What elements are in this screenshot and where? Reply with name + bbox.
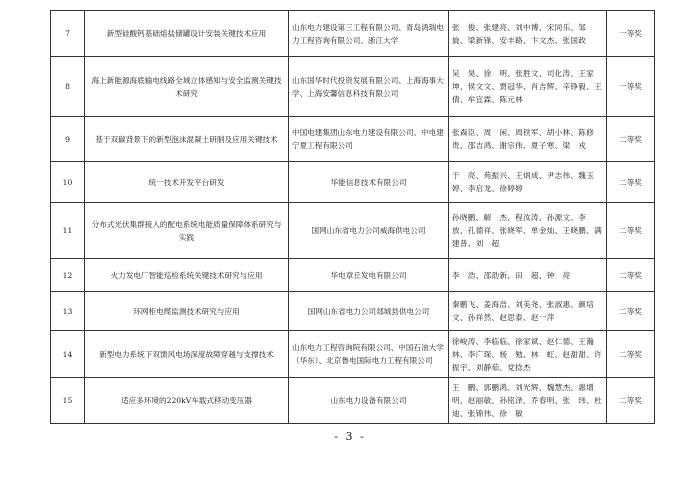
table-row: [51, 203, 655, 259]
award-grade: 二等奖: [607, 292, 655, 331]
completing-people: 张森臣、周 闲、周铁军、胡小林、陈修贵、邵吉鸿、谢宗伟、夏子寒、梁 戎: [449, 117, 607, 162]
completing-people: 徐峻涛、李临临、徐家斌、赵仁德、王瀚林、李广琛、杨 勉、林 虹、赵甜甜、许振宇、刘静茹、党捻杰: [449, 331, 607, 378]
row-number: 10: [51, 162, 85, 203]
completing-people: 吴 昊、徐 明、张胜文、司化涛、王家坤、侯文文、贾冠华、肖吉辉、辛铮毅、王 倩、牟宜霖、陈元林: [449, 57, 607, 117]
award-grade: 二等奖: [607, 203, 655, 259]
project-name: 新型电力系统下双馈风电场深度故障穿越与支撑技术: [85, 331, 289, 378]
table-row: [51, 292, 655, 331]
project-name: 适应多环境的220kV车载式移动变压器: [85, 378, 289, 424]
project-name: 火力发电厂智能巡检系统关键技术研究与应用: [85, 259, 289, 292]
completing-units: 华能信息技术有限公司: [289, 162, 449, 203]
table-row: [51, 11, 655, 57]
award-grade: 二等奖: [607, 378, 655, 424]
project-name: 新型硅酸钙基础熔盐储罐设计安装关键技术应用: [85, 11, 289, 57]
row-number: 15: [51, 378, 85, 424]
table-row: [51, 331, 655, 378]
award-grade: 一等奖: [607, 57, 655, 117]
project-name: 基于双碳背景下的新型泡沫混凝土研制及应用关键技术: [85, 117, 289, 162]
page-number: - 3 -: [334, 430, 366, 443]
award-grade: 二等奖: [607, 162, 655, 203]
row-number: 11: [51, 203, 85, 259]
awards-table: [50, 10, 655, 424]
completing-units: 国网山东省电力公司郯城县供电公司: [289, 292, 449, 331]
completing-units: 山东国华时代投资发展有限公司、上海海事大学、上海安馨信息科技有限公司: [289, 57, 449, 117]
award-grade: 一等奖: [607, 11, 655, 57]
completing-units: 国网山东省电力公司威海供电公司: [289, 203, 449, 259]
row-number: 12: [51, 259, 85, 292]
completing-units: 山东电力工程咨询院有限公司、中国石油大学（华东）、北京鲁电国际电力工程有限公司: [289, 331, 449, 378]
table-row: [51, 162, 655, 203]
award-grade: 二等奖: [607, 259, 655, 292]
project-name: 分布式光伏集群接入的配电系统电能质量保障体系研究与实践: [85, 203, 289, 259]
completing-people: 张 俊、张建亮、刘中博、宋同乐、邹 旋、梁新锋、安丰路、卞文杰、张国政: [449, 11, 607, 57]
completing-people: 李 浩、邵劭新、田 超、钟 亮: [449, 259, 607, 292]
project-name: 环网柜电缆监测技术研究与应用: [85, 292, 289, 331]
completing-units: 华电章丘发电有限公司: [289, 259, 449, 292]
completing-units: 山东电力设备有限公司: [289, 378, 449, 424]
completing-people: 孙晓鹏、解 杰、程汝涛、孙源文、李 放、孔德祥、张晓军、单金灿、王晓鹏、满建普、刘 超: [449, 203, 607, 259]
row-number: 13: [51, 292, 85, 331]
completing-people: 王 鹏、郭鹏鸿、刘光辉、魏慧杰、惠增明、赵丽敏、孙铭泽、乔春明、张 玮、杜 迪、张锦伟、徐 敏: [449, 378, 607, 424]
completing-units: 中国电建集团山东电力建设有限公司、中电建宁夏工程有限公司: [289, 117, 449, 162]
table-row: [51, 117, 655, 162]
table-row: [51, 259, 655, 292]
table-row: [51, 378, 655, 424]
project-name: 海上新能源海底输电线路全域立体感知与安全监测关键技术研究: [85, 57, 289, 117]
row-number: 8: [51, 57, 85, 117]
award-grade: 二等奖: [607, 331, 655, 378]
award-grade: 二等奖: [607, 117, 655, 162]
completing-units: 山东电力建设第三工程有限公司、青岛鸿瑞电力工程咨询有限公司、浙江大学: [289, 11, 449, 57]
row-number: 7: [51, 11, 85, 57]
table-row: [51, 57, 655, 117]
project-name: 统一技术开发平台研发: [85, 162, 289, 203]
completing-people: 秦鹏飞、姜海浩、刘美尧、张淑惠、颜培文、孙祥然、赵思泰、赵一萍: [449, 292, 607, 331]
row-number: 9: [51, 117, 85, 162]
row-number: 14: [51, 331, 85, 378]
completing-people: 于 亮、苑振兴、王炳成、尹志伟、魏玉婷、李启龙、徐婷婷: [449, 162, 607, 203]
